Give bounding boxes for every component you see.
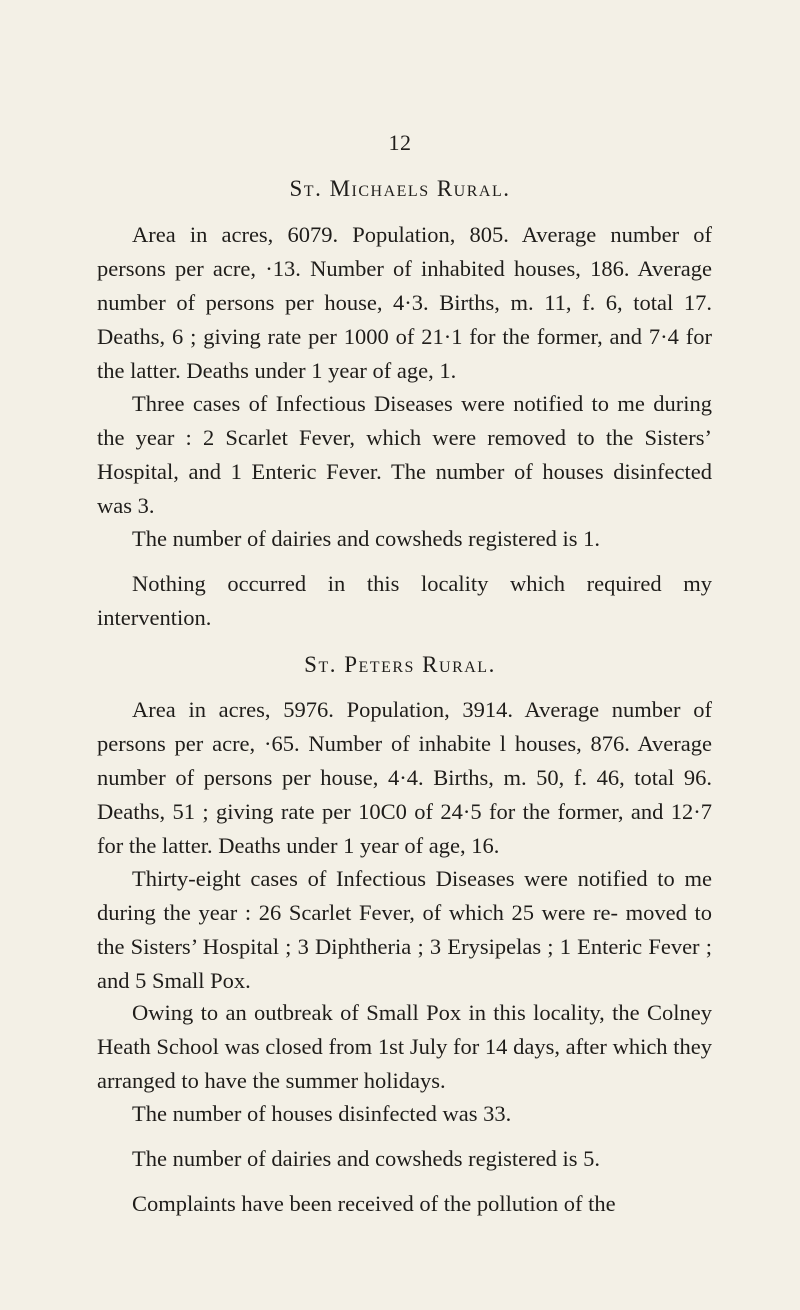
paragraph-st-peters-infectious-diseases: Thirty-eight cases of Infectious Diseases were notified to me during the year : 26 Scarlet Fever, of which 25 were re- moved to the Sisters’ Hospital ; 3 Diphtheria ; 3 Erysipelas ; 1 Enteric Fever ; and 5 Small Pox. — [97, 866, 712, 993]
paragraph-st-michaels-dairies: The number of dairies and cowsheds registered is 1. — [132, 526, 600, 551]
paragraph-st-michaels-intervention: Nothing occurred in this locality which required my intervention. — [97, 571, 712, 630]
section-heading-st-michaels: St. Michaels Rural. — [289, 176, 511, 201]
paragraph-st-peters-complaints: Complaints have been received of the pollution of the — [132, 1191, 616, 1216]
paragraph-st-peters-statistics: Area in acres, 5976. Population, 3914. Average number of persons per acre, ·65. Number of inhabite l houses, 876. Average number of persons per house, 4·4. Births, m. 50, f. 46, total 96. Deaths, 51 ; giving rate per 10C0 of 24·5 for the former, and 12·7 for the latter. Deaths under 1 year of age, 16. — [97, 697, 712, 858]
paragraph-st-peters-small-pox-outbreak: Owing to an outbreak of Small Pox in this locality, the Colney Heath School was closed from 1st July for 14 days, after which they arranged to have the summer holidays. — [97, 1000, 712, 1093]
paragraph-st-peters-houses-disinfected: The number of houses disinfected was 33. — [132, 1101, 512, 1126]
paragraph-st-michaels-statistics: Area in acres, 6079. Population, 805. Average number of persons per acre, ·13. Number of inhabited houses, 186. Average number of persons per house, 4·3. Births, m. 11, f. 6, total 17. Deaths, 6 ; giving rate per 1000 of 21·1 for the former, and 7·4 for the latter. Deaths under 1 year of age, 1. — [97, 222, 712, 383]
section-heading-st-peters: St. Peters Rural. — [304, 652, 496, 677]
paragraph-st-michaels-infectious-diseases: Three cases of Infectious Diseases were notified to me during the year : 2 Scarlet Fever, which were removed to the Sisters’ Hospital, and 1 Enteric Fever. The number of houses disinfected was 3. — [97, 391, 712, 518]
page-number: 12 — [388, 130, 412, 155]
paragraph-st-peters-dairies: The number of dairies and cowsheds registered is 5. — [132, 1146, 600, 1171]
